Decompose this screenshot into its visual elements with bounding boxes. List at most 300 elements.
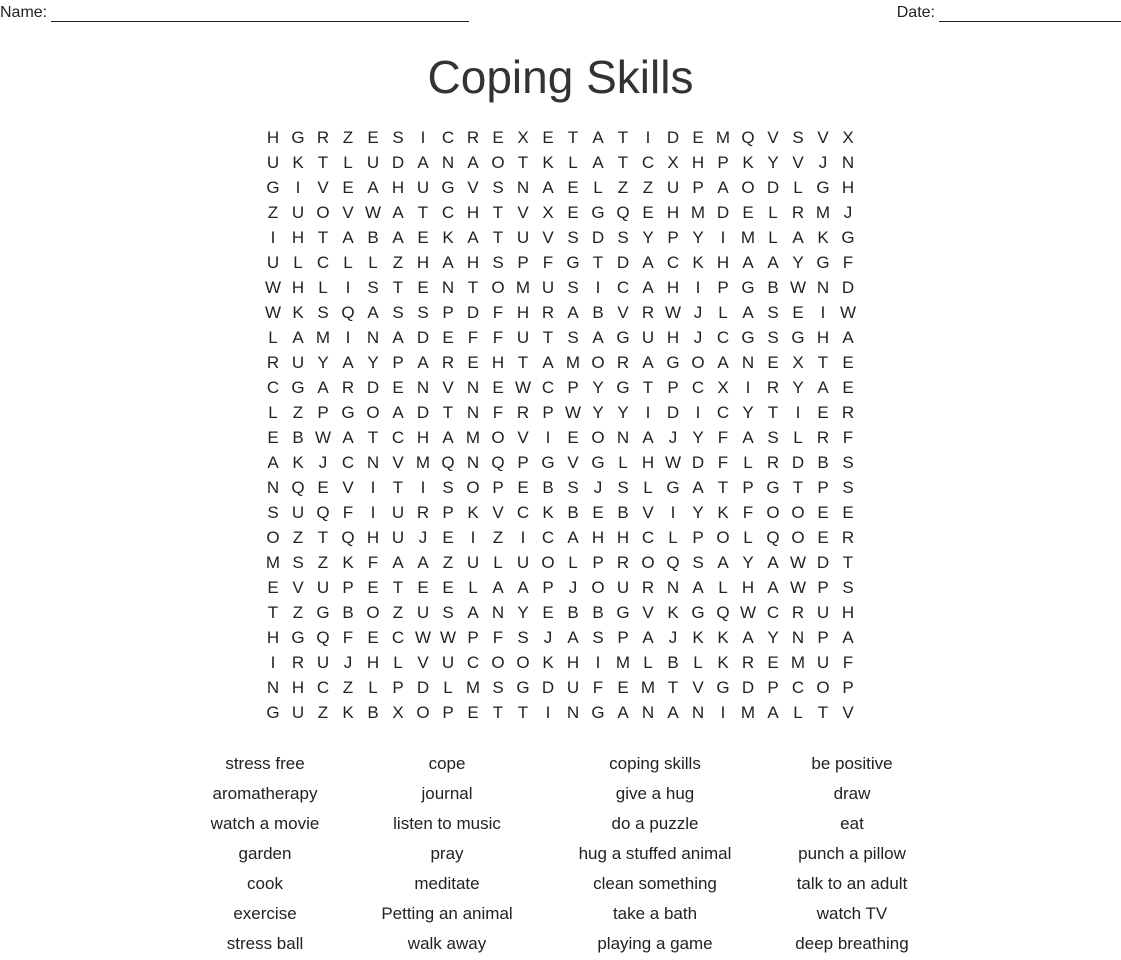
grid-letter[interactable]: C xyxy=(766,602,780,622)
grid-letter[interactable]: F xyxy=(842,652,854,672)
grid-letter[interactable]: A xyxy=(717,177,729,197)
grid-letter[interactable]: P xyxy=(817,577,829,597)
grid-letter[interactable]: N xyxy=(466,402,480,422)
grid-letter[interactable]: A xyxy=(467,227,479,247)
grid-letter[interactable]: A xyxy=(317,377,329,397)
grid-letter[interactable]: G xyxy=(766,477,780,497)
grid-letter[interactable]: W xyxy=(664,452,682,472)
grid-letter[interactable]: E xyxy=(442,577,454,597)
grid-letter[interactable]: A xyxy=(792,227,804,247)
grid-letter[interactable]: H xyxy=(466,202,480,222)
grid-letter[interactable]: S xyxy=(617,227,629,247)
grid-letter[interactable]: N xyxy=(416,377,430,397)
grid-letter[interactable]: G xyxy=(791,327,805,347)
grid-letter[interactable]: L xyxy=(393,652,403,672)
grid-letter[interactable]: S xyxy=(517,627,529,647)
grid-letter[interactable]: O xyxy=(491,427,505,447)
grid-letter[interactable]: S xyxy=(492,252,504,272)
grid-letter[interactable]: L xyxy=(268,402,278,422)
grid-letter[interactable]: D xyxy=(666,127,680,147)
grid-letter[interactable]: T xyxy=(392,277,404,297)
grid-letter[interactable]: V xyxy=(567,452,579,472)
grid-letter[interactable]: Y xyxy=(792,377,804,397)
grid-letter[interactable]: S xyxy=(417,302,429,322)
grid-letter[interactable]: M xyxy=(740,227,756,247)
grid-letter[interactable]: D xyxy=(366,377,380,397)
grid-letter[interactable]: E xyxy=(617,677,629,697)
grid-letter[interactable]: T xyxy=(542,327,554,347)
grid-letter[interactable]: Y xyxy=(517,602,529,622)
grid-letter[interactable]: D xyxy=(591,227,605,247)
grid-letter[interactable]: I xyxy=(420,127,426,147)
grid-letter[interactable]: O xyxy=(316,202,330,222)
grid-letter[interactable]: A xyxy=(417,152,429,172)
grid-letter[interactable]: L xyxy=(793,427,803,447)
grid-letter[interactable]: H xyxy=(366,652,380,672)
grid-letter[interactable]: H xyxy=(716,252,730,272)
grid-letter[interactable]: Y xyxy=(367,352,379,372)
grid-letter[interactable]: K xyxy=(817,227,829,247)
grid-letter[interactable]: O xyxy=(491,152,505,172)
grid-letter[interactable]: F xyxy=(367,552,379,572)
grid-letter[interactable]: H xyxy=(691,152,705,172)
grid-letter[interactable]: P xyxy=(442,702,454,722)
grid-letter[interactable]: A xyxy=(567,302,579,322)
grid-letter[interactable]: R xyxy=(841,527,855,547)
grid-letter[interactable]: A xyxy=(617,702,629,722)
grid-letter[interactable]: E xyxy=(267,427,279,447)
grid-letter[interactable]: A xyxy=(392,227,404,247)
grid-letter[interactable]: T xyxy=(442,402,454,422)
grid-letter[interactable]: L xyxy=(493,552,503,572)
grid-letter[interactable]: A xyxy=(767,577,779,597)
grid-letter[interactable]: E xyxy=(767,352,779,372)
grid-letter[interactable]: I xyxy=(645,402,651,422)
grid-letter[interactable]: N xyxy=(266,477,280,497)
grid-letter[interactable]: U xyxy=(391,527,405,547)
grid-letter[interactable]: P xyxy=(517,252,529,272)
grid-letter[interactable]: Y xyxy=(742,552,754,572)
grid-letter[interactable]: Y xyxy=(767,152,779,172)
grid-letter[interactable]: W xyxy=(514,377,532,397)
grid-letter[interactable]: F xyxy=(342,627,354,647)
grid-letter[interactable]: P xyxy=(692,177,704,197)
grid-letter[interactable]: C xyxy=(716,402,730,422)
grid-letter[interactable]: U xyxy=(416,602,430,622)
grid-letter[interactable]: G xyxy=(816,177,830,197)
grid-letter[interactable]: P xyxy=(542,577,554,597)
grid-letter[interactable]: G xyxy=(691,602,705,622)
grid-letter[interactable]: G xyxy=(266,177,280,197)
grid-letter[interactable]: Q xyxy=(616,202,630,222)
grid-letter[interactable]: C xyxy=(391,427,405,447)
grid-letter[interactable]: T xyxy=(267,602,279,622)
grid-letter[interactable]: X xyxy=(667,152,679,172)
grid-letter[interactable]: S xyxy=(842,452,854,472)
grid-letter[interactable]: A xyxy=(642,252,654,272)
grid-letter[interactable]: T xyxy=(392,477,404,497)
grid-letter[interactable]: L xyxy=(768,202,778,222)
grid-letter[interactable]: G xyxy=(316,602,330,622)
grid-letter[interactable]: Q xyxy=(316,627,330,647)
grid-letter[interactable]: C xyxy=(516,502,530,522)
grid-letter[interactable]: U xyxy=(266,152,280,172)
grid-letter[interactable]: W xyxy=(789,277,807,297)
grid-letter[interactable]: R xyxy=(791,202,805,222)
grid-letter[interactable]: L xyxy=(668,527,678,547)
grid-letter[interactable]: Q xyxy=(341,527,355,547)
grid-letter[interactable]: P xyxy=(692,527,704,547)
grid-letter[interactable]: T xyxy=(617,127,629,147)
grid-letter[interactable]: L xyxy=(643,652,653,672)
grid-letter[interactable]: K xyxy=(542,652,554,672)
grid-letter[interactable]: C xyxy=(466,652,480,672)
grid-letter[interactable]: H xyxy=(741,577,755,597)
grid-letter[interactable]: V xyxy=(517,427,529,447)
grid-letter[interactable]: T xyxy=(717,477,729,497)
grid-letter[interactable]: S xyxy=(842,577,854,597)
grid-letter[interactable]: L xyxy=(293,252,303,272)
grid-letter[interactable]: L xyxy=(718,302,728,322)
grid-letter[interactable]: I xyxy=(745,377,751,397)
grid-letter[interactable]: U xyxy=(516,227,530,247)
grid-letter[interactable]: D xyxy=(391,152,405,172)
grid-letter[interactable]: J xyxy=(693,302,703,322)
grid-letter[interactable]: Y xyxy=(317,352,329,372)
grid-letter[interactable]: S xyxy=(442,602,454,622)
grid-letter[interactable]: B xyxy=(667,652,679,672)
grid-letter[interactable]: K xyxy=(292,152,304,172)
grid-letter[interactable]: G xyxy=(591,702,605,722)
grid-letter[interactable]: U xyxy=(516,552,530,572)
grid-letter[interactable]: I xyxy=(820,302,826,322)
grid-letter[interactable]: O xyxy=(491,652,505,672)
grid-letter[interactable]: M xyxy=(790,652,806,672)
grid-letter[interactable]: D xyxy=(841,277,855,297)
grid-letter[interactable]: P xyxy=(817,627,829,647)
grid-letter[interactable]: E xyxy=(417,577,429,597)
grid-letter[interactable]: T xyxy=(317,152,329,172)
grid-letter[interactable]: Z xyxy=(617,177,629,197)
grid-letter[interactable]: J xyxy=(418,527,428,547)
grid-letter[interactable]: E xyxy=(742,202,754,222)
grid-letter[interactable]: F xyxy=(542,252,554,272)
grid-letter[interactable]: Q xyxy=(716,602,730,622)
grid-letter[interactable]: Q xyxy=(316,502,330,522)
grid-letter[interactable]: T xyxy=(842,552,854,572)
grid-letter[interactable]: I xyxy=(795,402,801,422)
grid-letter[interactable]: F xyxy=(842,427,854,447)
grid-letter[interactable]: K xyxy=(542,502,554,522)
grid-letter[interactable]: I xyxy=(545,427,551,447)
grid-letter[interactable]: T xyxy=(642,377,654,397)
grid-letter[interactable]: M xyxy=(690,202,706,222)
grid-letter[interactable]: H xyxy=(466,252,480,272)
grid-letter[interactable]: R xyxy=(766,377,780,397)
grid-letter[interactable]: D xyxy=(766,177,780,197)
grid-letter[interactable]: J xyxy=(668,427,678,447)
grid-letter[interactable]: L xyxy=(568,552,578,572)
grid-letter[interactable]: V xyxy=(792,152,804,172)
grid-letter[interactable]: R xyxy=(266,352,280,372)
grid-letter[interactable]: C xyxy=(441,127,455,147)
grid-letter[interactable]: T xyxy=(567,127,579,147)
grid-letter[interactable]: H xyxy=(841,602,855,622)
grid-letter[interactable]: E xyxy=(517,477,529,497)
grid-letter[interactable]: C xyxy=(341,452,355,472)
grid-letter[interactable]: R xyxy=(816,427,830,447)
grid-letter[interactable]: C xyxy=(316,677,330,697)
grid-letter[interactable]: J xyxy=(543,627,553,647)
grid-letter[interactable]: U xyxy=(566,677,580,697)
grid-letter[interactable]: E xyxy=(792,302,804,322)
grid-letter[interactable]: A xyxy=(367,177,379,197)
grid-letter[interactable]: K xyxy=(292,302,304,322)
grid-letter[interactable]: U xyxy=(541,277,555,297)
grid-letter[interactable]: H xyxy=(291,277,305,297)
grid-letter[interactable]: A xyxy=(392,402,404,422)
grid-letter[interactable]: L xyxy=(268,327,278,347)
grid-letter[interactable]: C xyxy=(541,377,555,397)
grid-letter[interactable]: N xyxy=(366,327,380,347)
grid-letter[interactable]: I xyxy=(345,277,351,297)
grid-letter[interactable]: A xyxy=(742,427,754,447)
grid-letter[interactable]: M xyxy=(465,677,481,697)
grid-letter[interactable]: Z xyxy=(442,552,454,572)
grid-letter[interactable]: G xyxy=(666,352,680,372)
grid-letter[interactable]: L xyxy=(618,452,628,472)
grid-letter[interactable]: L xyxy=(718,577,728,597)
grid-letter[interactable]: Y xyxy=(742,402,754,422)
grid-letter[interactable]: L xyxy=(318,277,328,297)
grid-letter[interactable]: K xyxy=(442,227,454,247)
grid-letter[interactable]: G xyxy=(816,252,830,272)
grid-letter[interactable]: O xyxy=(591,352,605,372)
grid-letter[interactable]: C xyxy=(616,277,630,297)
grid-letter[interactable]: J xyxy=(818,152,828,172)
grid-letter[interactable]: B xyxy=(592,602,604,622)
grid-letter[interactable]: T xyxy=(817,702,829,722)
grid-letter[interactable]: B xyxy=(367,227,379,247)
grid-letter[interactable]: K xyxy=(717,502,729,522)
grid-letter[interactable]: K xyxy=(342,552,354,572)
grid-letter[interactable]: P xyxy=(717,152,729,172)
grid-letter[interactable]: G xyxy=(291,627,305,647)
grid-letter[interactable]: A xyxy=(542,352,554,372)
grid-letter[interactable]: D xyxy=(691,452,705,472)
grid-letter[interactable]: W xyxy=(439,627,457,647)
grid-letter[interactable]: M xyxy=(565,352,581,372)
grid-letter[interactable]: H xyxy=(666,277,680,297)
grid-letter[interactable]: W xyxy=(264,302,282,322)
grid-letter[interactable]: E xyxy=(767,652,779,672)
grid-letter[interactable]: V xyxy=(342,477,354,497)
grid-letter[interactable]: L xyxy=(768,227,778,247)
grid-letter[interactable]: A xyxy=(567,627,579,647)
grid-letter[interactable]: I xyxy=(520,527,526,547)
grid-letter[interactable]: C xyxy=(791,677,805,697)
grid-letter[interactable]: T xyxy=(417,202,429,222)
grid-letter[interactable]: V xyxy=(467,177,479,197)
grid-letter[interactable]: U xyxy=(391,502,405,522)
grid-letter[interactable]: S xyxy=(292,552,304,572)
grid-letter[interactable]: Y xyxy=(692,502,704,522)
grid-letter[interactable]: A xyxy=(767,552,779,572)
grid-letter[interactable]: P xyxy=(442,302,454,322)
grid-letter[interactable]: D xyxy=(416,327,430,347)
grid-letter[interactable]: F xyxy=(492,302,504,322)
grid-letter[interactable]: Z xyxy=(317,702,329,722)
grid-letter[interactable]: J xyxy=(343,652,353,672)
grid-letter[interactable]: D xyxy=(416,402,430,422)
grid-letter[interactable]: H xyxy=(266,627,280,647)
grid-letter[interactable]: E xyxy=(467,352,479,372)
grid-letter[interactable]: B xyxy=(817,452,829,472)
grid-letter[interactable]: N xyxy=(566,702,580,722)
grid-letter[interactable]: Y xyxy=(592,377,604,397)
grid-letter[interactable]: V xyxy=(292,577,304,597)
grid-letter[interactable]: K xyxy=(342,702,354,722)
grid-letter[interactable]: N xyxy=(491,602,505,622)
grid-letter[interactable]: V xyxy=(542,227,554,247)
grid-letter[interactable]: N xyxy=(466,377,480,397)
grid-letter[interactable]: U xyxy=(416,177,430,197)
grid-letter[interactable]: G xyxy=(666,477,680,497)
grid-letter[interactable]: N xyxy=(616,427,630,447)
grid-letter[interactable]: R xyxy=(766,452,780,472)
grid-letter[interactable]: L xyxy=(793,702,803,722)
grid-letter[interactable]: H xyxy=(841,177,855,197)
grid-letter[interactable]: Y xyxy=(692,227,704,247)
grid-letter[interactable]: G xyxy=(591,202,605,222)
grid-letter[interactable]: F xyxy=(717,452,729,472)
grid-letter[interactable]: V xyxy=(492,502,504,522)
grid-letter[interactable]: U xyxy=(616,577,630,597)
grid-letter[interactable]: L xyxy=(693,652,703,672)
grid-letter[interactable]: A xyxy=(542,177,554,197)
grid-letter[interactable]: R xyxy=(316,127,330,147)
grid-letter[interactable]: E xyxy=(367,127,379,147)
grid-letter[interactable]: A xyxy=(742,252,754,272)
grid-letter[interactable]: E xyxy=(842,377,854,397)
grid-letter[interactable]: Q xyxy=(491,452,505,472)
grid-letter[interactable]: A xyxy=(842,627,854,647)
grid-letter[interactable]: H xyxy=(266,127,280,147)
grid-letter[interactable]: A xyxy=(692,577,704,597)
grid-letter[interactable]: O xyxy=(766,502,780,522)
grid-letter[interactable]: A xyxy=(592,127,604,147)
grid-letter[interactable]: J xyxy=(318,452,328,472)
grid-letter[interactable]: Z xyxy=(317,552,329,572)
grid-letter[interactable]: L xyxy=(443,677,453,697)
grid-letter[interactable]: O xyxy=(266,527,280,547)
grid-letter[interactable]: S xyxy=(592,627,604,647)
grid-letter[interactable]: A xyxy=(717,552,729,572)
grid-letter[interactable]: S xyxy=(392,302,404,322)
grid-letter[interactable]: K xyxy=(667,602,679,622)
grid-letter[interactable]: T xyxy=(492,227,504,247)
grid-letter[interactable]: R xyxy=(791,602,805,622)
grid-letter[interactable]: V xyxy=(392,452,404,472)
grid-letter[interactable]: S xyxy=(792,127,804,147)
grid-letter[interactable]: Z xyxy=(292,402,304,422)
grid-letter[interactable]: D xyxy=(466,302,480,322)
grid-letter[interactable]: D xyxy=(666,402,680,422)
grid-letter[interactable]: W xyxy=(789,552,807,572)
grid-letter[interactable]: E xyxy=(692,127,704,147)
grid-letter[interactable]: J xyxy=(668,627,678,647)
grid-letter[interactable]: D xyxy=(816,552,830,572)
grid-letter[interactable]: Z xyxy=(492,527,504,547)
grid-letter[interactable]: H xyxy=(666,327,680,347)
grid-letter[interactable]: S xyxy=(617,477,629,497)
grid-letter[interactable]: Q xyxy=(441,452,455,472)
grid-letter[interactable]: E xyxy=(417,277,429,297)
grid-letter[interactable]: A xyxy=(817,377,829,397)
grid-letter[interactable]: H xyxy=(616,527,630,547)
grid-letter[interactable]: G xyxy=(266,702,280,722)
grid-letter[interactable]: A xyxy=(592,152,604,172)
grid-letter[interactable]: A xyxy=(842,327,854,347)
grid-letter[interactable]: H xyxy=(591,527,605,547)
grid-letter[interactable]: U xyxy=(666,177,680,197)
grid-letter[interactable]: H xyxy=(491,352,505,372)
grid-letter[interactable]: E xyxy=(342,177,354,197)
grid-letter[interactable]: V xyxy=(617,302,629,322)
grid-letter[interactable]: L xyxy=(793,177,803,197)
grid-letter[interactable]: G xyxy=(291,377,305,397)
grid-letter[interactable]: X xyxy=(717,377,729,397)
grid-letter[interactable]: E xyxy=(542,127,554,147)
grid-letter[interactable]: G xyxy=(291,127,305,147)
grid-letter[interactable]: P xyxy=(767,677,779,697)
grid-letter[interactable]: T xyxy=(617,152,629,172)
grid-letter[interactable]: I xyxy=(420,477,426,497)
grid-letter[interactable]: C xyxy=(691,377,705,397)
grid-letter[interactable]: O xyxy=(516,652,530,672)
grid-letter[interactable]: T xyxy=(767,402,779,422)
grid-letter[interactable]: S xyxy=(267,502,279,522)
grid-letter[interactable]: G xyxy=(516,677,530,697)
grid-letter[interactable]: O xyxy=(541,552,555,572)
grid-letter[interactable]: K xyxy=(467,502,479,522)
grid-letter[interactable]: I xyxy=(295,177,301,197)
grid-letter[interactable]: D xyxy=(741,677,755,697)
grid-letter[interactable]: T xyxy=(317,527,329,547)
grid-letter[interactable]: A xyxy=(667,702,679,722)
grid-letter[interactable]: V xyxy=(692,677,704,697)
grid-letter[interactable]: F xyxy=(492,402,504,422)
grid-letter[interactable]: V xyxy=(317,177,329,197)
grid-letter[interactable]: X xyxy=(792,352,804,372)
grid-letter[interactable]: E xyxy=(592,502,604,522)
grid-letter[interactable]: S xyxy=(367,277,379,297)
grid-letter[interactable]: R xyxy=(841,402,855,422)
grid-letter[interactable]: R xyxy=(341,377,355,397)
grid-letter[interactable]: B xyxy=(367,702,379,722)
grid-letter[interactable]: K xyxy=(692,252,704,272)
grid-letter[interactable]: J xyxy=(843,202,853,222)
grid-letter[interactable]: A xyxy=(442,427,454,447)
grid-letter[interactable]: I xyxy=(370,477,376,497)
grid-letter[interactable]: Y xyxy=(692,427,704,447)
grid-letter[interactable]: N xyxy=(791,627,805,647)
grid-letter[interactable]: E xyxy=(842,502,854,522)
grid-letter[interactable]: I xyxy=(720,702,726,722)
grid-letter[interactable]: O xyxy=(366,602,380,622)
grid-letter[interactable]: I xyxy=(270,652,276,672)
grid-letter[interactable]: P xyxy=(342,577,354,597)
